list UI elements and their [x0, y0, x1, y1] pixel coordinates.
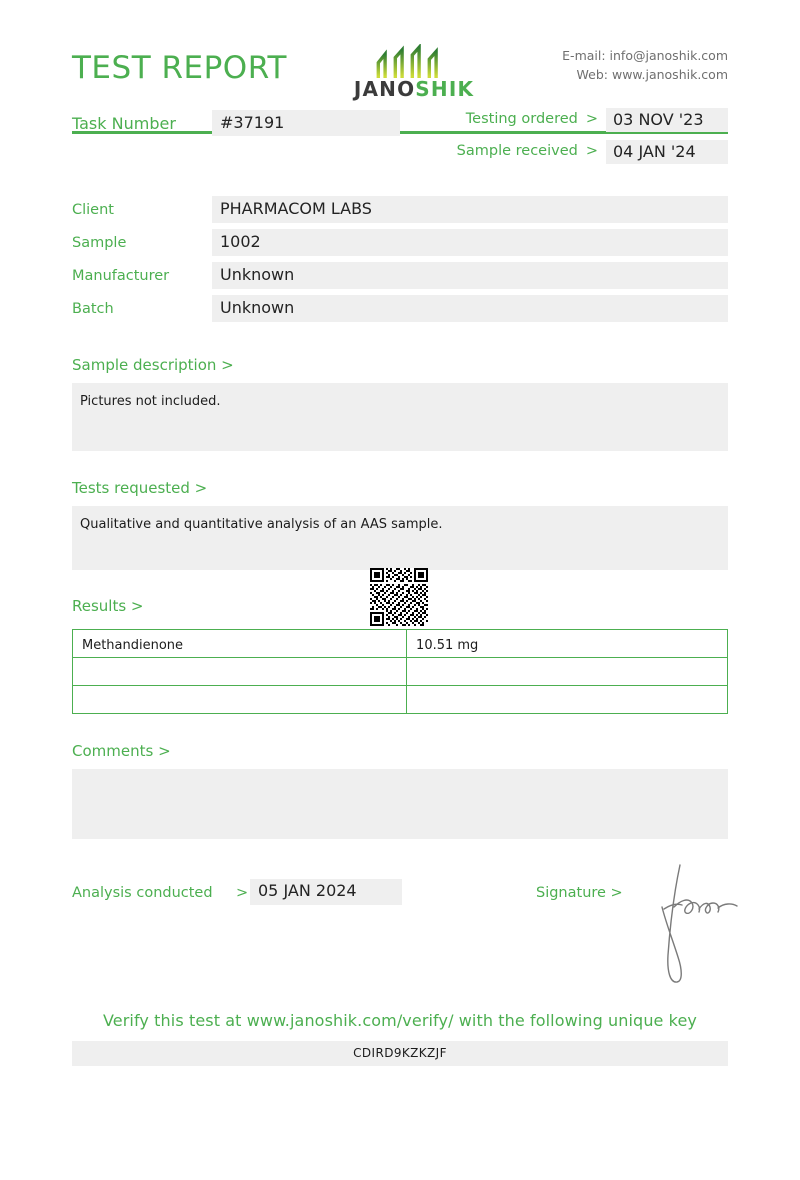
sample-label: Sample [72, 235, 127, 251]
testing-ordered-value: 03 NOV '23 [606, 108, 728, 132]
result-name-0: Methandienone [73, 630, 407, 658]
sample-value: 1002 [212, 229, 728, 256]
task-number-value: #37191 [212, 110, 400, 136]
task-number-label: Task Number [72, 114, 176, 133]
manufacturer-value: Unknown [212, 262, 728, 289]
logo-word-dark: JANO [353, 77, 416, 101]
comments-section [72, 742, 728, 839]
field-row-batch [72, 295, 728, 328]
sample-received-separator: > [585, 143, 598, 159]
sample-description-text: Pictures not included. [72, 383, 728, 451]
testing-ordered-separator: > [585, 111, 598, 127]
brand-logo [344, 44, 484, 100]
contact-info [562, 46, 728, 84]
handwritten-signature [644, 851, 754, 989]
field-row-client [72, 196, 728, 229]
signature-label: Signature > [536, 885, 623, 901]
client-fields [72, 196, 728, 328]
sample-description-title: Sample description > [72, 356, 234, 374]
sample-description-section [72, 356, 728, 451]
verify-instruction: Verify this test at www.janoshik.com/verify/ with the following unique key [102, 1011, 697, 1030]
page-title: TEST REPORT [72, 50, 287, 86]
table-row [73, 630, 728, 658]
date-group [457, 108, 728, 172]
verify-unique-key: CDIRD9KZKZJF [72, 1041, 728, 1066]
field-row-manufacturer [72, 262, 728, 295]
result-amount-0: 10.51 mg [407, 630, 728, 658]
task-number-row [72, 112, 728, 174]
result-amount-2 [407, 686, 728, 714]
contact-email: E-mail: info@janoshik.com [562, 48, 728, 63]
report-header [72, 0, 728, 101]
analysis-separator: > [236, 885, 249, 901]
field-row-sample [72, 229, 728, 262]
tests-requested-text: Qualitative and quantitative analysis of an AAS sample. [72, 506, 728, 570]
analysis-signature-row [72, 879, 728, 989]
logo-word-green: SHIK [415, 77, 475, 101]
table-row [73, 658, 728, 686]
manufacturer-label: Manufacturer [72, 268, 170, 284]
testing-ordered-row [457, 108, 728, 132]
qr-code[interactable] [370, 568, 428, 626]
tests-requested-section [72, 479, 728, 570]
tests-requested-title: Tests requested > [72, 479, 208, 497]
comments-text [72, 769, 728, 839]
batch-label: Batch [72, 301, 114, 317]
sample-received-label: Sample received [456, 143, 578, 159]
result-amount-1 [407, 658, 728, 686]
sample-received-value: 04 JAN '24 [606, 140, 728, 164]
batch-value: Unknown [212, 295, 728, 322]
results-section-header [72, 596, 728, 620]
client-label: Client [72, 202, 114, 218]
comments-title: Comments > [72, 742, 171, 760]
sample-received-row [457, 140, 728, 164]
logo-wordmark [344, 78, 484, 100]
client-value: PHARMACOM LABS [212, 196, 728, 223]
results-table [72, 629, 728, 714]
analysis-conducted-label: Analysis conducted [72, 885, 213, 901]
result-name-1 [73, 658, 407, 686]
ascending-bars-icon [363, 44, 465, 78]
table-row [73, 686, 728, 714]
result-name-2 [73, 686, 407, 714]
testing-ordered-label: Testing ordered [465, 111, 578, 127]
contact-web: Web: www.janoshik.com [576, 67, 728, 82]
results-title: Results > [72, 597, 144, 615]
analysis-conducted-value: 05 JAN 2024 [250, 879, 402, 905]
